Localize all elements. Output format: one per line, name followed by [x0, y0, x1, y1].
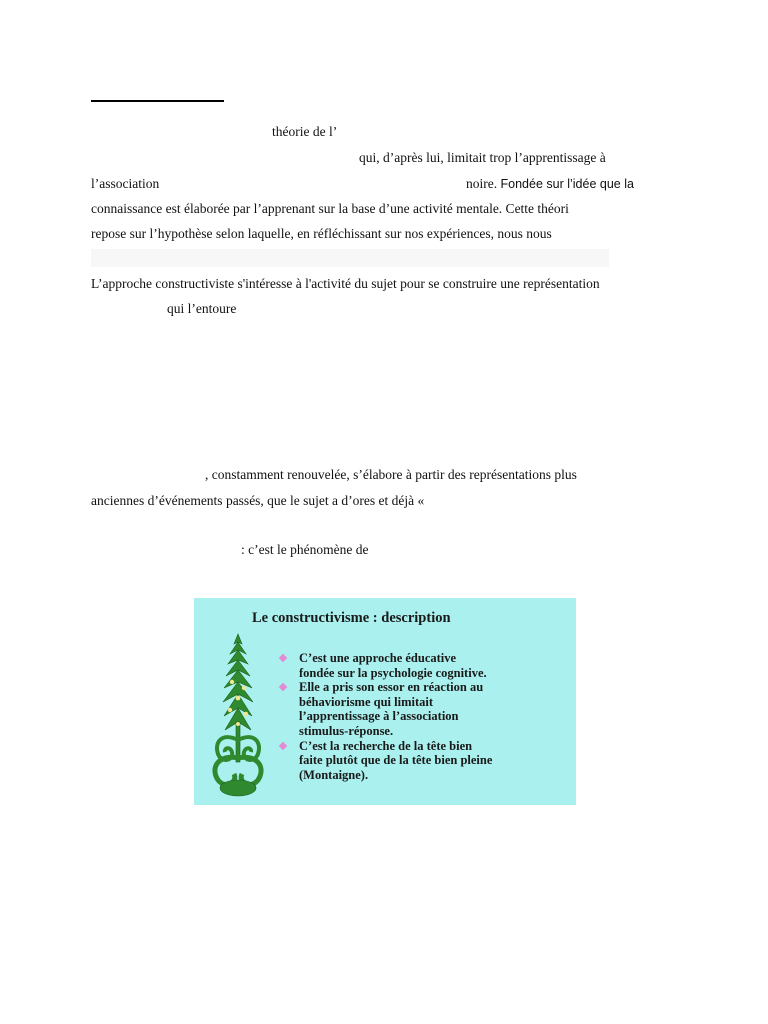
- figure-item-line: l’apprentissage à l’association: [299, 709, 459, 724]
- text-line: qui l’entoure: [167, 301, 237, 316]
- constructivism-figure: [194, 598, 576, 805]
- text-line: [466, 176, 634, 192]
- text-fragment: noire.: [466, 176, 498, 191]
- figure-list: [274, 651, 570, 782]
- bullet-diamond-icon: [279, 654, 287, 662]
- text-line: l’association: [91, 176, 160, 191]
- figure-item-line: (Montaigne).: [299, 767, 369, 782]
- text-line: : c’est le phénomène de: [241, 542, 369, 557]
- figure-item-line: stimulus-réponse.: [299, 723, 394, 738]
- figure-item-line: Elle a pris son essor en réaction au: [299, 680, 484, 695]
- figure-item-line: C’est une approche éducative: [299, 651, 457, 665]
- figure-title: Le constructivisme : description: [252, 610, 451, 626]
- bullet-diamond-icon: [279, 741, 287, 749]
- figure-item: [274, 651, 570, 680]
- faded-text-line: [91, 249, 609, 267]
- plant-ornament-icon: [208, 630, 268, 802]
- figure-item-line: faite plutôt que de la tête bien pleine: [299, 753, 493, 768]
- figure-item-line: C’est la recherche de la tête bien: [299, 738, 473, 753]
- text-line: , constamment renouvelée, s’élabore à partir des représentations plus: [205, 467, 577, 482]
- text-line: L’approche constructiviste s'intéresse à l'activité du sujet pour se construire une représentation: [91, 276, 600, 291]
- text-line: repose sur l’hypothèse selon laquelle, en réfléchissant sur nos expériences, nous nous: [91, 226, 552, 241]
- figure-item-line: béhaviorisme qui limitait: [299, 694, 434, 709]
- figure-item: [274, 680, 570, 738]
- figure-item-line: fondée sur la psychologie cognitive.: [299, 665, 487, 680]
- bullet-diamond-icon: [279, 683, 287, 691]
- text-fragment: Fondée sur l’idée que la: [500, 177, 634, 191]
- text-line: théorie de l’: [272, 124, 338, 139]
- text-line: qui, d’après lui, limitait trop l’apprentissage à: [359, 150, 606, 165]
- figure-item: [274, 739, 570, 783]
- text-line: anciennes d’événements passés, que le sujet a d’ores et déjà «: [91, 493, 425, 508]
- heading-underline: [91, 100, 224, 102]
- text-line: connaissance est élaborée par l’apprenant sur la base d’une activité mentale. Cette théori: [91, 201, 569, 216]
